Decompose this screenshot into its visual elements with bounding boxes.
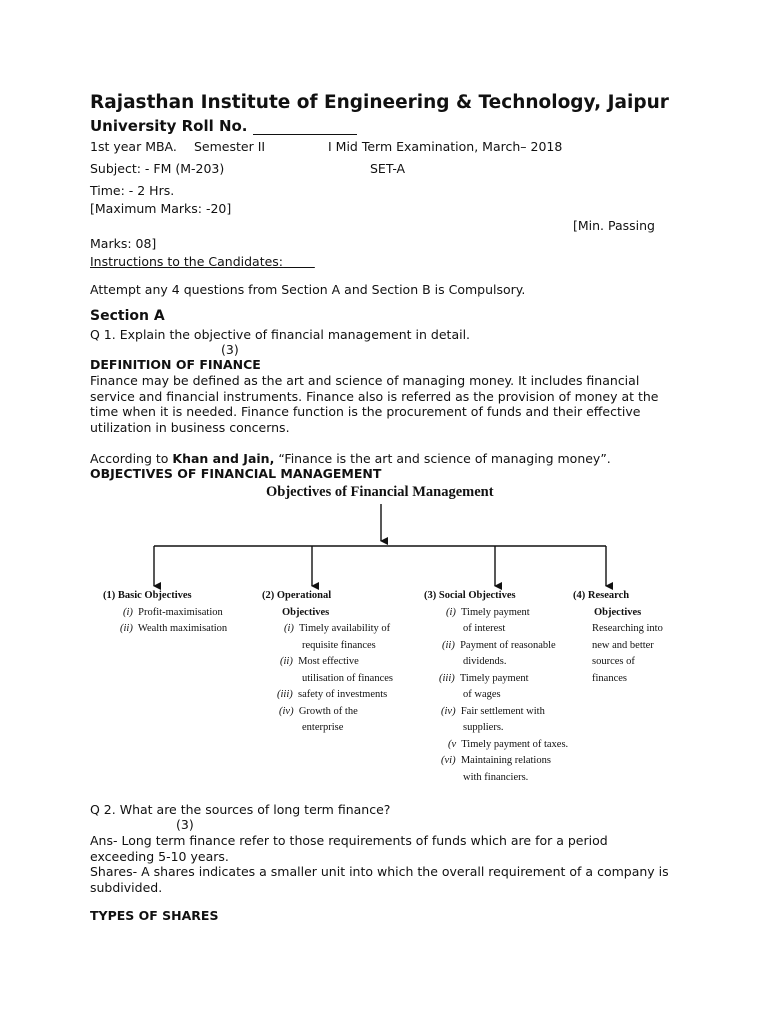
list-item: enterprise xyxy=(302,722,344,733)
diagram-title: Objectives of Financial Management xyxy=(266,484,494,500)
list-item: of wages xyxy=(463,689,501,700)
instructions-label: Instructions to the Candidates: xyxy=(90,254,284,269)
list-item: (v Timely payment of taxes. xyxy=(448,738,569,750)
list-item: (ii) Wealth maximisation xyxy=(120,623,228,634)
list-item: with financiers. xyxy=(463,771,529,783)
min-passing-marks-text: Marks: 08] xyxy=(90,236,157,251)
column-heading: Objectives xyxy=(282,606,330,618)
column-heading: (4) Research xyxy=(573,590,630,601)
answer-paragraph: Ans- Long term finance refer to those requirements of funds which are for a period exceeding 5-10 years. xyxy=(90,833,608,864)
list-item: (iv) Growth of the xyxy=(279,705,358,717)
list-item: of interest xyxy=(463,623,506,634)
exam-text: I Mid Term Examination, March– 2018 xyxy=(328,139,563,154)
list-item: (ii) Payment of reasonable xyxy=(442,639,556,651)
according-line: According to Khan and Jain, “Finance is the art and science of managing money”. xyxy=(90,451,611,466)
objectives-heading: OBJECTIVES OF FINANCIAL MANAGEMENT xyxy=(90,466,382,481)
set-text: SET-A xyxy=(370,161,406,176)
min-passing-text: [Min. Passing xyxy=(573,218,655,233)
list-item: (iv) Fair settlement with xyxy=(441,705,545,717)
list-item: (vi) Maintaining relations xyxy=(441,755,551,766)
list-item: suppliers. xyxy=(463,722,504,733)
question-1: Q 1. Explain the objective of financial management in detail. xyxy=(90,327,471,342)
list-item: Researching into xyxy=(592,623,663,634)
list-item: utilisation of finances xyxy=(302,672,393,684)
diagram-column-social xyxy=(424,588,568,786)
year-text: 1st year MBA. xyxy=(90,139,177,154)
section-a-heading: Section A xyxy=(90,308,165,324)
shares-paragraph: Shares- A shares indicates a smaller unit into which the overall requirement of a company is subdivided. xyxy=(90,864,669,895)
list-item: (iii) Timely payment xyxy=(439,672,529,684)
list-item: (ii) Most effective xyxy=(280,656,359,667)
list-item: (i) Profit-maximisation xyxy=(123,606,223,618)
semester-text: Semester II xyxy=(194,139,266,154)
institute-title: Rajasthan Institute of Engineering & Technology, Jaipur xyxy=(90,92,669,113)
column-heading: Objectives xyxy=(594,606,642,618)
list-item: requisite finances xyxy=(302,639,376,651)
definition-heading: DEFINITION OF FINANCE xyxy=(90,357,261,372)
column-heading: (3) Social Objectives xyxy=(424,590,516,601)
definition-paragraph: Finance may be defined as the art and science of managing money. It includes financial service and financial instruments. Finance also is referred as the provision of money at the time when it is needed. Finance function is the procurement of funds and their effective utilization in business concerns. xyxy=(90,373,659,435)
question-1-marks: (3) xyxy=(221,342,239,357)
column-heading: (1) Basic Objectives xyxy=(103,590,192,601)
types-of-shares-heading: TYPES OF SHARES xyxy=(90,908,219,923)
diagram-column-research xyxy=(573,588,663,687)
list-item: sources of xyxy=(592,656,635,667)
list-item: (i) Timely payment xyxy=(446,606,530,618)
question-2-marks: (3) xyxy=(176,817,194,832)
list-item: (i) Timely availability of xyxy=(284,623,391,634)
list-item: finances xyxy=(592,672,627,684)
time-text: Time: - 2 Hrs. xyxy=(90,183,175,198)
roll-number-label: University Roll No. xyxy=(90,117,357,135)
question-2: Q 2. What are the sources of long term finance? xyxy=(90,802,391,817)
column-heading: (2) Operational xyxy=(262,590,332,601)
list-item: (iii) safety of investments xyxy=(277,689,388,700)
diagram-column-operational xyxy=(262,588,393,737)
max-marks-text: [Maximum Marks: -20] xyxy=(90,201,232,216)
diagram-column-basic xyxy=(103,588,227,638)
subject-text: Subject: - FM (M-203) xyxy=(90,161,225,176)
list-item: dividends. xyxy=(463,656,507,667)
instructions-text: Attempt any 4 questions from Section A and Section B is Compulsory. xyxy=(90,282,526,297)
list-item: new and better xyxy=(592,639,654,651)
